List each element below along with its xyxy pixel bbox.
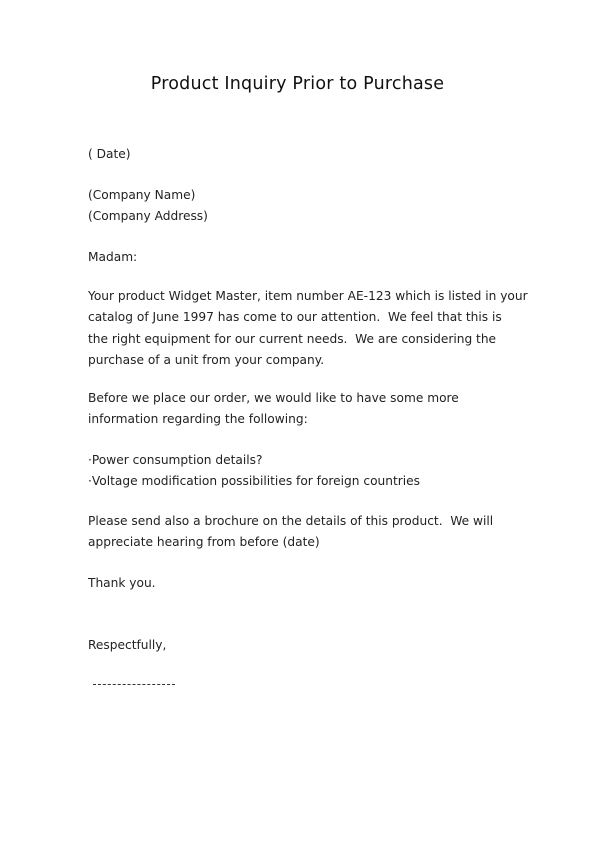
paragraph-inquiry [88, 286, 528, 371]
closing: Respectfully, [88, 638, 167, 652]
company-name: (Company Name) [88, 188, 196, 202]
date-placeholder: ( Date) [88, 147, 131, 161]
paragraph-line: appreciate hearing from before (date) [88, 535, 320, 550]
paragraph-line: purchase of a unit from your company. [88, 352, 325, 367]
paragraph-line: Your product Widget Master, item number AE-123 which is listed in your [88, 289, 528, 303]
signature-line [93, 684, 175, 685]
paragraph-line: catalog of June 1997 has come to our attention. We feel that this is [88, 310, 502, 325]
paragraph-line: the right equipment for our current needs. We are considering the [88, 331, 497, 346]
bullet-item: ·Voltage modification possibilities for foreign countries [88, 474, 421, 489]
bullet-list [88, 450, 512, 493]
paragraph-request [88, 388, 512, 431]
paragraph-brochure [88, 511, 512, 554]
paragraph-line: information regarding the following: [88, 412, 308, 427]
paragraph-line: Please send also a brochure on the details of this product. We will [88, 514, 494, 528]
salutation: Madam: [88, 250, 138, 264]
paragraph-line: Before we place our order, we would like to have some more [88, 391, 459, 405]
company-address: (Company Address) [88, 209, 208, 223]
closing-thanks: Thank you. [88, 576, 156, 590]
document-title: Product Inquiry Prior to Purchase [150, 74, 445, 94]
bullet-item: ·Power consumption details? [88, 453, 263, 467]
